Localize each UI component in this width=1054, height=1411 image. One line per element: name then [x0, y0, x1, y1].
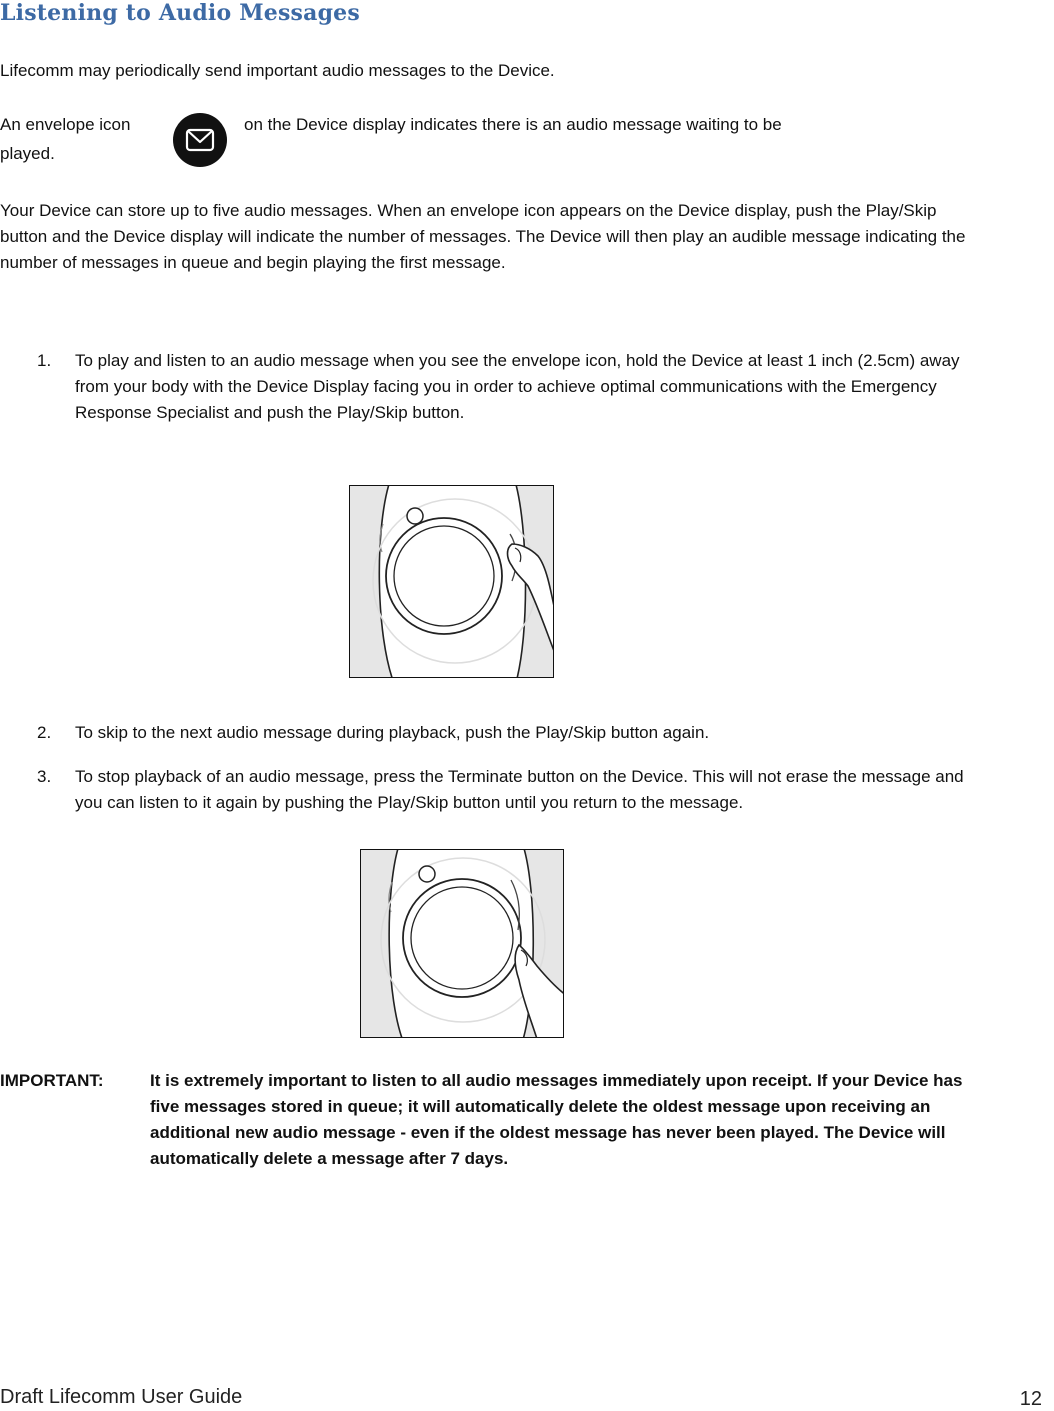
important-label: IMPORTANT:	[0, 1071, 104, 1090]
footer-title: Draft Lifecomm User Guide	[0, 1386, 243, 1408]
step-number: 2.	[37, 723, 52, 742]
envelope-paragraph	[0, 112, 985, 172]
envelope-icon	[172, 112, 228, 168]
step-text: To play and listen to an audio message when you see the envelope icon, hold the Device at least 1 inch (2.5cm) away from your body with the Device Display facing you in order to achieve optimal communications with the Emergency Response Specialist and push the Play/Skip button.	[75, 351, 960, 422]
page-number: 12	[1019, 1388, 1042, 1410]
device-drawing	[361, 850, 564, 1038]
important-text: It is extremely important to listen to all audio messages immediately upon receipt. If your Device has five messages stored in queue; it will automatically delete the oldest message upon receiving an additional new audio message - even if the oldest message has never been played. The Device will automatically delete a message after 7 days.	[150, 1071, 963, 1168]
page-title: Listening to Audio Messages	[0, 0, 360, 26]
device-illustration-play	[349, 485, 554, 678]
device-illustration-terminate	[360, 849, 564, 1038]
step-text: To stop playback of an audio message, press the Terminate button on the Device. This will not erase the message and you can listen to it again by pushing the Play/Skip button until you return to the message.	[75, 767, 964, 812]
device-drawing	[350, 486, 554, 678]
envelope-text-before: An envelope icon	[0, 115, 131, 134]
step-number: 3.	[37, 767, 52, 786]
intro-paragraph: Lifecomm may periodically send important audio messages to the Device.	[0, 61, 555, 80]
envelope-text-continuation: played.	[0, 144, 55, 163]
storage-paragraph: Your Device can store up to five audio messages. When an envelope icon appears on the Device display, push the Play/Skip button and the Device display will indicate the number of messages. The Device will then play an audible message indicating the number of messages in queue and begin playing the first message.	[0, 201, 966, 272]
step-text: To skip to the next audio message during playback, push the Play/Skip button again.	[75, 723, 710, 742]
step-number: 1.	[37, 351, 52, 370]
envelope-text-after: on the Device display indicates there is an audio message waiting to be	[244, 115, 782, 134]
